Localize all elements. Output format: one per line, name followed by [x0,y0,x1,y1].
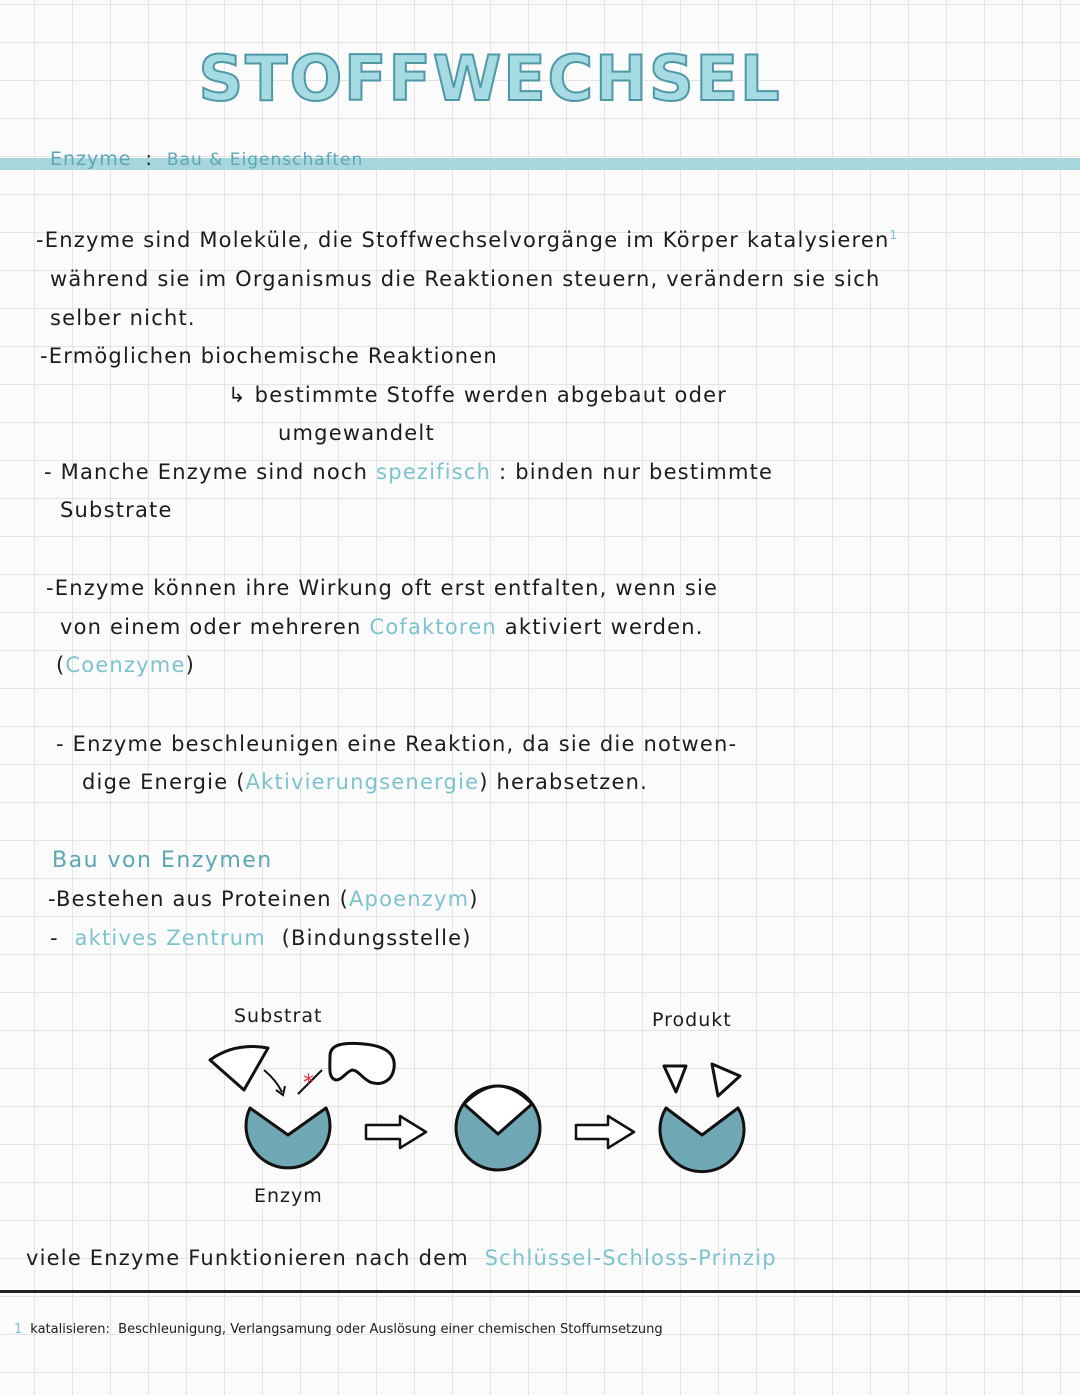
footnote [14,1322,663,1337]
principle-highlight: Schlüssel-Schloss-Prinzip [484,1246,777,1270]
page-title: STOFFWECHSEL [198,42,782,115]
footnote-divider [0,1290,1080,1293]
principle-line [26,1246,777,1270]
paragraph-4-line-1: -Enzyme können ihre Wirkung oft erst entfalten, wenn sie [46,576,719,600]
paragraph-2-line-2: ↳ bestimmte Stoffe werden abgebaut oder [228,383,728,407]
paragraph-2-line-1: -Ermöglichen biochemische Reaktionen [40,344,498,368]
paragraph-4-line-3 [56,653,195,677]
bau-highlight-apoenzym: Apoenzym [348,887,470,911]
bau-line-2 [50,926,472,950]
wrong-substrate [330,1043,394,1083]
paragraph-3-line-1 [44,460,773,484]
paragraph-1-line-1 [36,228,898,252]
footnote-marker: 1 [889,228,899,242]
bau-line2-text: (Bindungsstelle) [281,926,472,950]
reaction-arrow-icon [576,1116,634,1148]
paragraph-1-line-2: während sie im Organismus die Reaktionen steuern, verändern sie sich [50,267,881,291]
bau-line-1 [48,887,479,911]
p5-text-a: dige Energie ( [82,770,246,794]
p4-paren-open: ( [56,653,66,677]
p5-highlight-aktivierungsenergie: Aktivierungsenergie [245,770,480,794]
paragraph-4-line-2 [60,615,704,639]
paragraph-1-line-3: selber nicht. [50,306,196,330]
p4-highlight-coenzyme: Coenzyme [65,653,186,677]
bau-line2-dash: - [50,926,59,950]
p4-highlight-cofaktoren: Cofaktoren [369,615,497,639]
section-heading [50,148,363,170]
footnote-number: 1 [14,1322,23,1337]
footnote-term: katalisieren: [30,1322,110,1337]
enzyme-released [660,1108,744,1172]
paragraph-5-line-1: - Enzyme beschleunigen eine Reaktion, da sie die notwen- [56,732,738,756]
label-substrate: Substrat [234,1005,323,1027]
p5-text-b: ) herabsetzen. [479,770,648,794]
bau-highlight-aktives-zentrum: aktives Zentrum [74,926,266,950]
enzyme-shape [246,1108,330,1168]
p4-text-b: aktiviert werden. [504,615,704,639]
label-product: Produkt [652,1009,732,1031]
arrow-bind-icon [264,1070,282,1092]
paragraph-3-line-2: Substrate [60,498,173,522]
section-topic: Enzyme [50,148,132,170]
label-enzyme: Enzym [254,1185,323,1207]
paragraph-2-line-3: umgewandelt [278,421,435,445]
reject-mark: * [303,1071,314,1096]
product-left [664,1066,686,1092]
bau-heading: Bau von Enzymen [52,848,273,873]
p4-paren-close: ) [185,653,195,677]
paragraph-5-line-2 [82,770,648,794]
bau-line1-text: -Bestehen aus Proteinen ( [48,887,349,911]
product-right [712,1064,740,1096]
lock-and-key-diagram [190,1000,790,1215]
section-separator: : [145,148,153,170]
p1-line1-text: -Enzyme sind Moleküle, die Stoffwechselvorgänge im Körper katalysieren [36,228,890,252]
principle-text: viele Enzyme Funktionieren nach dem [26,1246,469,1270]
bau-line1-close: ) [469,887,479,911]
substrate-wedge [210,1047,268,1091]
section-subtitle: Bau & Eigenschaften [166,150,364,170]
footnote-definition: Beschleunigung, Verlangsamung oder Auslösung einer chemischen Stoffumsetzung [118,1322,663,1337]
p3-highlight-spezifisch: spezifisch [376,460,492,484]
p3-text-b: : binden nur bestimmte [499,460,774,484]
p4-text-a: von einem oder mehreren [60,615,362,639]
reaction-arrow-icon [366,1116,426,1148]
p3-text-a: - Manche Enzyme sind noch [44,460,369,484]
